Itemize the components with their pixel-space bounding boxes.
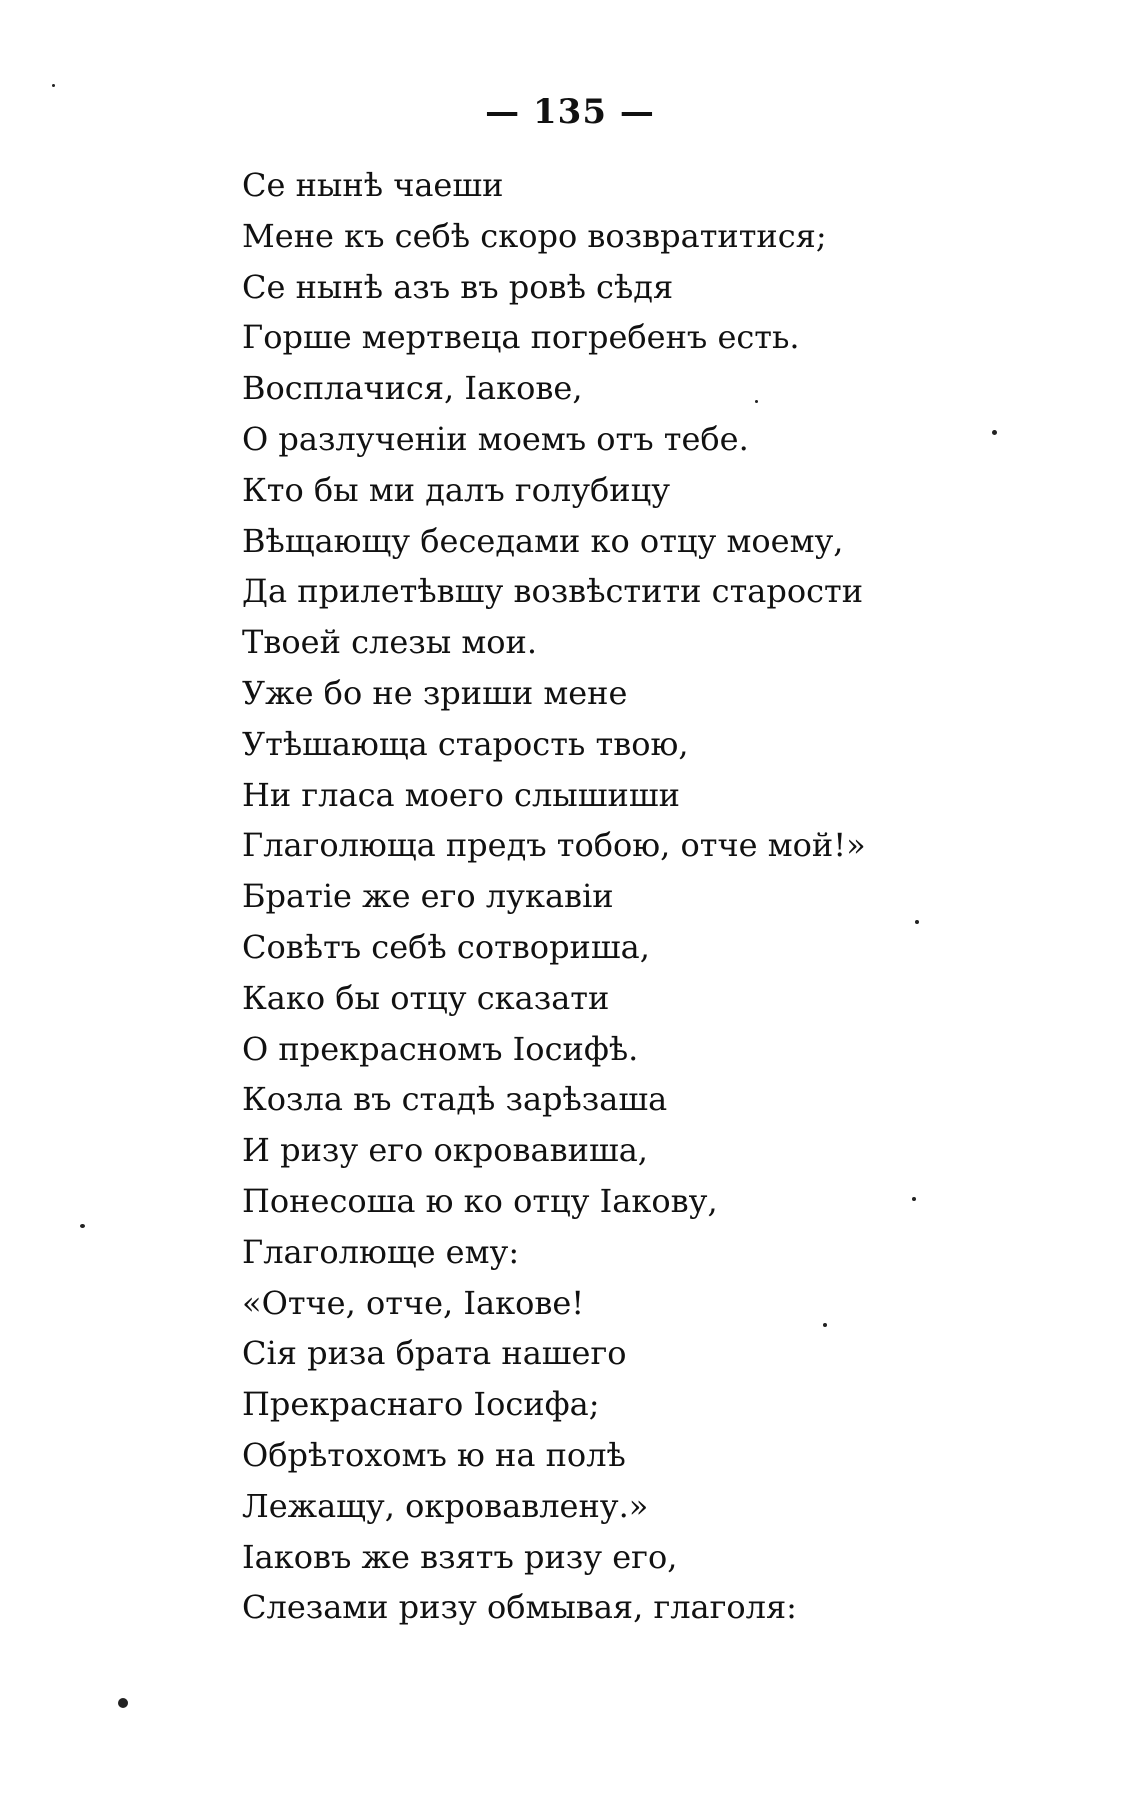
poem-line: Уже бо не зриши мене xyxy=(242,673,628,712)
poem-line: Ни гласа моего слышиши xyxy=(242,775,680,814)
poem-line: Іаковъ же взятъ ризу его, xyxy=(242,1537,678,1576)
poem-line: Мене къ себѣ скоро возвратитися; xyxy=(242,216,827,255)
ink-speck xyxy=(992,430,997,435)
poem-line: Горше мертвеца погребенъ есть. xyxy=(242,318,800,357)
poem-line: Слезами ризу обмывая, глаголя: xyxy=(242,1588,797,1627)
poem-line: Да прилетѣвшу возвѣстити старости xyxy=(242,572,864,611)
page-number: — 135 — xyxy=(485,92,655,132)
poem-line: Братіе же его лукавіи xyxy=(242,877,614,916)
poem-line: Сія риза брата нашего xyxy=(242,1334,627,1373)
poem-line: Глаголюща предъ тобою, отче мой!» xyxy=(242,826,866,865)
poem-line: Вѣщающу беседами ко отцу моему, xyxy=(242,521,844,560)
poem-line: О прекрасномъ Іосифѣ. xyxy=(242,1029,639,1068)
poem-line: «Отче, отче, Іакове! xyxy=(242,1283,585,1322)
poem-line: Прекраснаго Іосифа; xyxy=(242,1385,600,1424)
poem-line: Кто бы ми далъ голубицу xyxy=(242,470,671,509)
poem-line: Понесоша ю ко отцу Іакову, xyxy=(242,1181,718,1220)
ink-speck xyxy=(52,84,55,87)
poem-line: Како бы отцу сказати xyxy=(242,978,610,1017)
poem-line: Совѣтъ себѣ сотвориша, xyxy=(242,927,650,966)
poem-line: Лежащу, окровавлену.» xyxy=(242,1486,649,1525)
ink-speck xyxy=(915,920,919,924)
ink-speck xyxy=(823,1323,827,1327)
poem-line: Обрѣтохомъ ю на полѣ xyxy=(242,1435,626,1474)
poem-line: И ризу его окровавиша, xyxy=(242,1131,648,1170)
poem-line: Глаголюще ему: xyxy=(242,1232,520,1271)
poem-line: Козла въ стадѣ зарѣзаша xyxy=(242,1080,668,1119)
poem-text xyxy=(242,160,1062,1633)
ink-speck xyxy=(80,1224,85,1228)
ink-speck xyxy=(118,1698,128,1708)
poem-line: Се нынѣ азъ въ ровѣ сѣдя xyxy=(242,267,674,306)
ink-speck xyxy=(912,1197,916,1201)
poem-line: О разлученіи моемъ отъ тебе. xyxy=(242,419,749,458)
poem-line: Восплачися, Іакове, xyxy=(242,369,583,408)
ink-speck xyxy=(755,400,758,403)
poem-line: Утѣшающа старость твою, xyxy=(242,724,689,763)
poem-line: Се нынѣ чаеши xyxy=(242,166,504,204)
poem-line: Твоей слезы мои. xyxy=(242,623,537,662)
